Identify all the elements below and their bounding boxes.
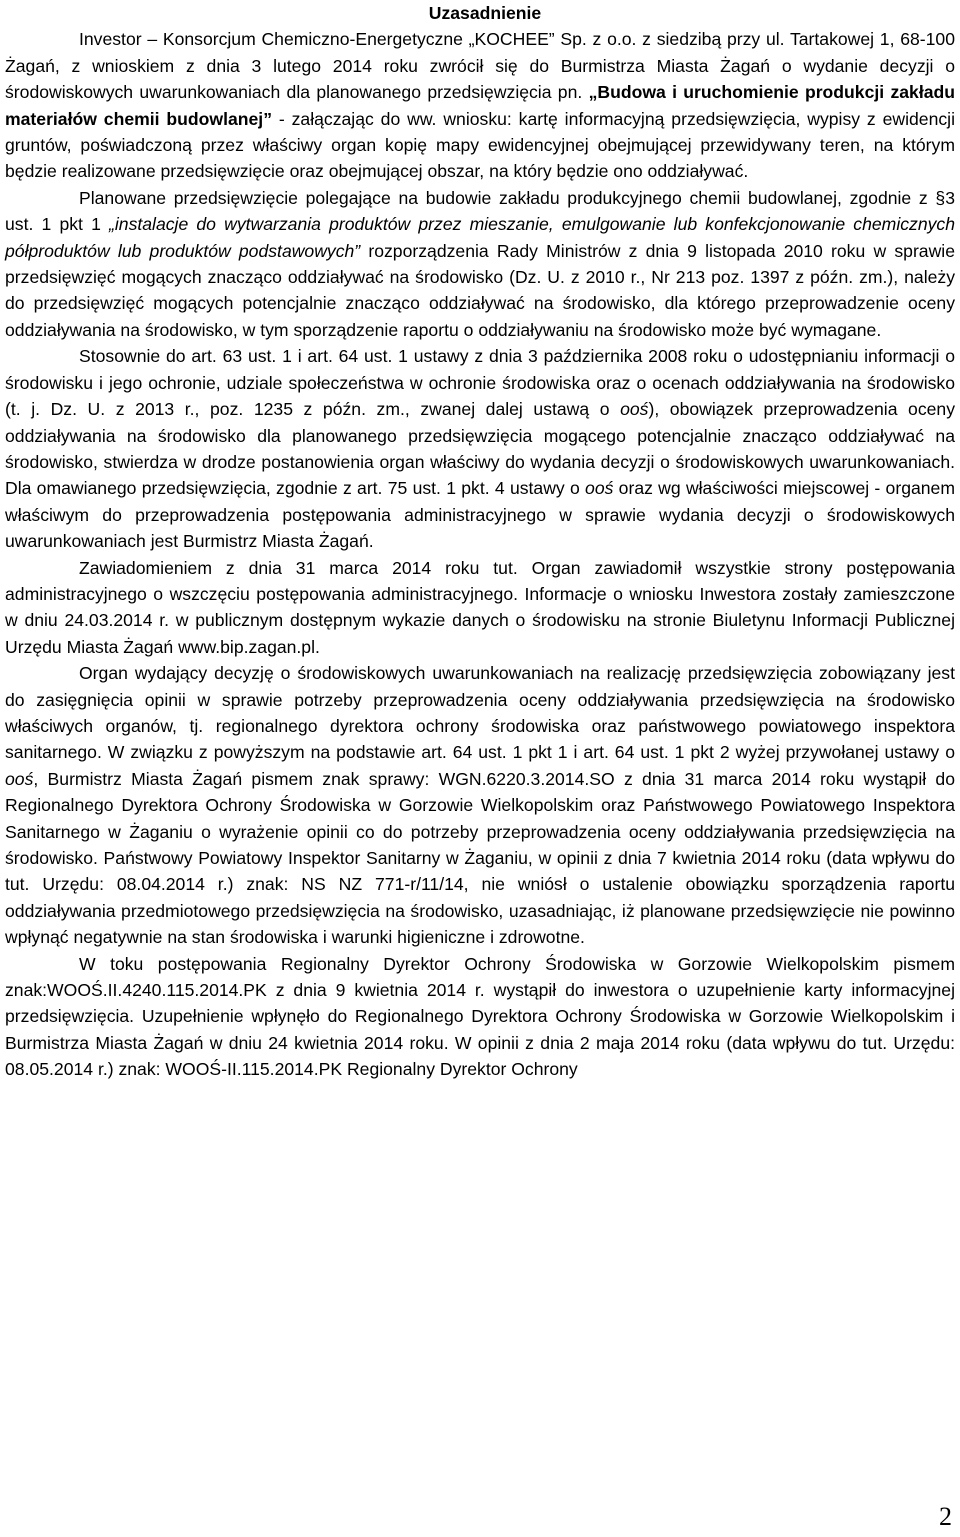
paragraph	[5, 26, 955, 184]
document-title: Uzasadnienie	[428, 3, 542, 23]
paragraph	[5, 951, 955, 1083]
paragraph-text: Planowane przedsięwzięcie polegające na budowie zakładu produkcyjnego chemii budowlanej, zgodnie z §3 ust. 1 pkt 1	[5, 187, 955, 235]
paragraph-text: Organ wydający decyzję o środowiskowych uwarunkowaniach na realizację przedsięwzięcia zobowiązany jest do zasięgnięcia opinii w sprawie potrzeby przeprowadzenia oceny oddziaływania przedsięwzięcia na środowisko właściwych organów, tj. regionalnego dyrektora ochrony środowiska oraz państwowego powiatowego inspektora sanitarnego. W związku z powyższym na podstawie art. 64 ust. 1 pkt 1 i art. 64 ust. 1 pkt 2 wyżej przywołanej ustawy o	[5, 663, 955, 763]
italic-text: ooś	[5, 768, 34, 789]
bold-text: „Budowa i uruchomienie produkcji zakładu materiałów chemii budowlanej”	[5, 82, 955, 129]
paragraph-text: Zawiadomieniem z dnia 31 marca 2014 roku tut. Organ zawiadomił wszystkie strony postępowania administracyjnego o wszczęciu postępowania administracyjnego. Informacje o wniosku Inwestora zostały zamieszczone w dniu 24.03.2014 r. w publicznym dostępnym wykazie danych o środowisku na stronie Biuletynu Informacji Publicznej Urzędu Miasta Żagań www.bip.zagan.pl.	[5, 557, 955, 657]
document-body	[5, 26, 955, 1082]
italic-text: ooś	[585, 478, 614, 499]
italic-text: „instalacje do wytwarzania produktów przez mieszanie, emulgowanie lub konfekcjonowanie chemicznych półproduktów lub produktów podstawowych”	[5, 214, 955, 261]
paragraph-text: ), obowiązek przeprowadzenia oceny oddziaływania na środowisko dla planowanego przedsięwzięcia mogącego potencjalnie znacząco oddziaływać na środowisko, stwierdza w drodze postanowienia organ właściwy do wydania decyzji o środowiskowych uwarunkowaniach. Dla omawianego przedsięwzięcia, zgodnie z art. 75 ust. 1 pkt. 4 ustawy o	[5, 399, 955, 499]
paragraph	[5, 343, 955, 554]
paragraph	[5, 185, 955, 343]
page-number: 2	[939, 1502, 952, 1531]
paragraph	[5, 660, 955, 950]
paragraph-text: W toku postępowania Regionalny Dyrektor Ochrony Środowiska w Gorzowie Wielkopolskim pismem znak:WOOŚ.II.4240.115.2014.PK z dnia 9 kwietnia 2014 r. wystąpił do inwestora o uzupełnienie karty informacyjnej przedsięwzięcia. Uzupełnienie wpłynęło do Regionalnego Dyrektora Ochrony Środowiska w Gorzowie Wielkopolskim i Burmistrza Miasta Żagań w dniu 24 kwietnia 2014 roku. W opinii z dnia 2 maja 2014 roku (data wpływu do tut. Urzędu: 08.05.2014 r.) znak: WOOŚ-II.115.2014.PK Regionalny Dyrektor Ochrony	[5, 953, 955, 1080]
paragraph-text: rozporządzenia Rady Ministrów z dnia 9 listopada 2010 roku w sprawie przedsięwzięć mogących znacząco oddziaływać na środowisko (Dz. U. z 2010 r., Nr 213 poz. 1397 z późn. zm.), należy do przedsięwzięć mogących potencjalnie znacząco oddziaływać na środowisko, dla którego przeprowadzenie oceny oddziaływania na środowisko, w tym sporządzenie raportu o oddziaływaniu na środowisko może być wymagane.	[5, 240, 955, 340]
document-page	[5, 0, 955, 1083]
paragraph-text: , Burmistrz Miasta Żagań pismem znak sprawy: WGN.6220.3.2014.SO z dnia 31 marca 2014 roku wystąpił do Regionalnego Dyrektora Ochrony Środowiska w Gorzowie Wielkopolskim oraz Państwowego Powiatowego Inspektora Sanitarnego w Żaganiu o wyrażenie opinii co do potrzeby przeprowadzenia oceny oddziaływania przedsięwzięcia na środowisko. Państwowy Powiatowy Inspektor Sanitarny w Żaganiu, w opinii z dnia 7 kwietnia 2014 roku (data wpływu do tut. Urzędu: 08.04.2014 r.) znak: NS NZ 771-r/11/14, nie wniósł o ustalenie obowiązku sporządzenia raportu oddziaływania przedmiotowego przedsięwzięcia na środowisko, uzasadniając, iż planowane przedsięwzięcie nie powinno wpłynąć negatywnie na stan środowiska i warunki higieniczne i zdrowotne.	[5, 768, 955, 948]
paragraph-text: oraz wg właściwości miejscowej - organem właściwym do przeprowadzenia postępowania administracyjnego w sprawie wydania decyzji o środowiskowych uwarunkowaniach jest Burmistrz Miasta Żagań.	[5, 478, 955, 552]
paragraph-text: Investor – Konsorcjum Chemiczno-Energetyczne „KOCHEE” Sp. z o.o. z siedzibą przy ul. Tartakowej 1, 68-100 Żagań, z wnioskiem z dnia 3 lutego 2014 roku zwrócił się do Burmistrza Miasta Żagań o wydanie decyzji o środowiskowych uwarunkowaniach dla planowanego przedsięwzięcia pn.	[5, 29, 955, 103]
paragraph-text: Stosownie do art. 63 ust. 1 i art. 64 ust. 1 ustawy z dnia 3 października 2008 roku o udostępnianiu informacji o środowisku i jego ochronie, udziale społeczeństwa w ochronie środowiska oraz o ocenach oddziaływania na środowisko (t. j. Dz. U. z 2013 r., poz. 1235 z późn. zm., zwanej dalej ustawą o	[5, 346, 955, 420]
paragraph	[5, 555, 955, 661]
paragraph-text: - załączając do ww. wniosku: kartę informacyjną przedsięwzięcia, wypisy z ewidencji gruntów, poświadczoną przez właściwy organ kopię mapy ewidencyjnej obejmującej przewidywany teren, na którym będzie realizowane przedsięwzięcie oraz obejmującej obszar, na który będzie ono oddziaływać.	[5, 108, 955, 182]
italic-text: ooś	[620, 399, 649, 420]
